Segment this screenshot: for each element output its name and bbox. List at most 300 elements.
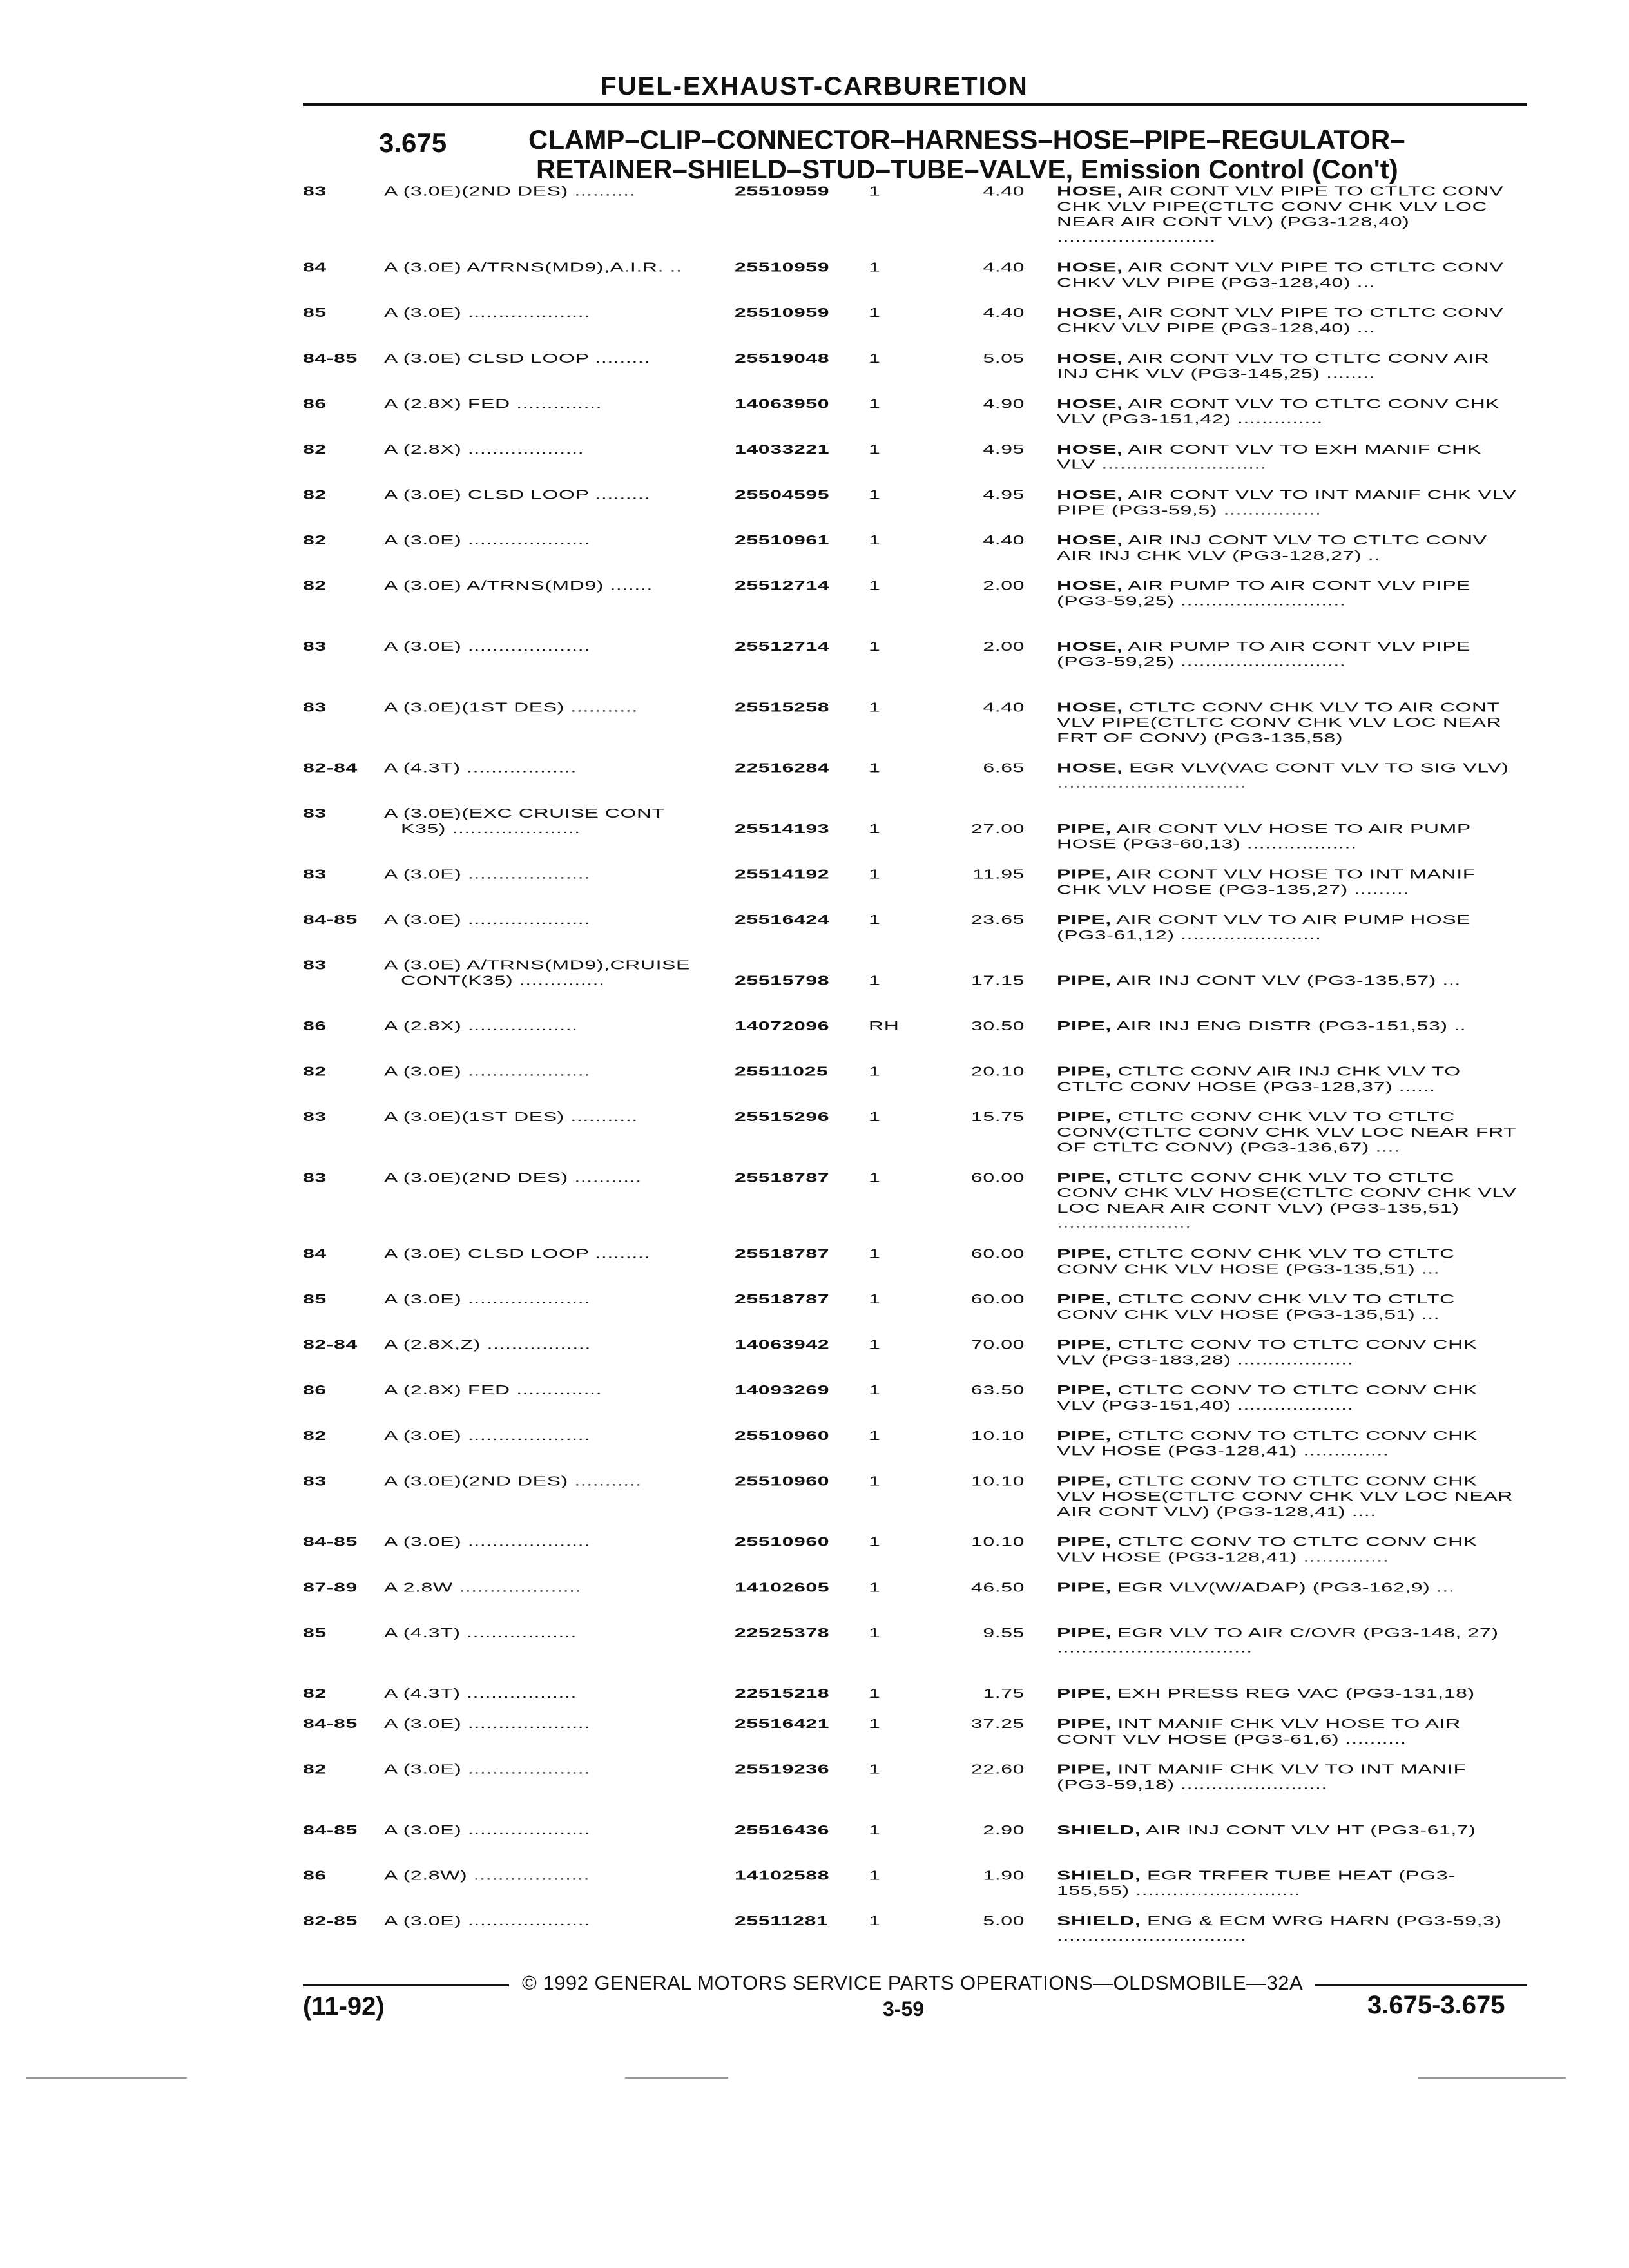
model-application-line-1: A (3.0E) .................... [384, 1428, 590, 1443]
model-application-line-1: A (3.0E) .................... [384, 639, 590, 654]
part-description [1057, 1580, 1521, 1595]
model-year: 85 [303, 1291, 327, 1307]
model-application [384, 1686, 726, 1702]
part-description-text: AIR CONT VLV PIPE TO CTLTC CONV CHKV VLV PIPE (PG3-128,40) ... [1057, 305, 1504, 336]
model-application-line-1: A (4.3T) .................. [384, 1686, 577, 1701]
part-description [1057, 1822, 1521, 1838]
part-description [1057, 639, 1521, 669]
model-year: 82 [303, 1428, 327, 1443]
quantity: 1 [869, 1761, 881, 1777]
price: 37.25 [970, 1716, 1025, 1731]
model-application-line-2: K35) ..................... [401, 821, 581, 836]
part-description [1057, 396, 1521, 427]
part-description [1057, 1913, 1521, 1943]
model-year: 83 [303, 699, 327, 715]
quantity: 1 [869, 972, 881, 988]
model-year: 82 [303, 486, 327, 503]
model-year: 83 [303, 957, 327, 973]
part-number: 14102605 [735, 1579, 830, 1595]
model-year: 84-85 [303, 912, 358, 927]
part-name: PIPE, [1057, 1686, 1112, 1701]
part-name: PIPE, [1057, 866, 1112, 882]
model-application-line-1: A (3.0E) .................... [384, 866, 590, 882]
part-description-text: AIR INJ CONT VLV (PG3-135,57) ... [1116, 972, 1461, 988]
part-number: 25515296 [735, 1109, 830, 1124]
model-application [384, 260, 726, 275]
part-description-text: CTLTC CONV CHK VLV TO CTLTC CONV CHK VLV HOSE (PG3-135,51) ... [1057, 1291, 1455, 1322]
model-year: 83 [303, 184, 327, 199]
model-application [384, 351, 726, 366]
part-description-text: CTLTC CONV CHK VLV TO CTLTC CONV(CTLTC CONV CHK VLV LOC NEAR FRT OF CTLTC CONV) (PG3-136,67) .... [1057, 1109, 1516, 1155]
model-application [384, 1868, 726, 1883]
part-description [1057, 1868, 1521, 1898]
model-application-line-1: A (3.0E) A/TRNS(MD9),A.I.R. .. [384, 260, 682, 275]
part-name: PIPE, [1057, 1428, 1112, 1443]
section-title [528, 125, 1534, 184]
part-number: 14033221 [735, 441, 830, 457]
model-application-line-1: A (3.0E) .................... [384, 532, 590, 548]
model-year: 84-85 [303, 1822, 358, 1838]
part-description [1057, 533, 1521, 563]
quantity: 1 [869, 1382, 881, 1398]
quantity: 1 [869, 260, 881, 275]
model-application [384, 1716, 726, 1731]
part-description-text: AIR CONT VLV HOSE TO INT MANIF CHK VLV HOSE (PG3-135,27) ......... [1057, 866, 1476, 897]
part-name: PIPE, [1057, 912, 1112, 927]
model-application-line-1: A (3.0E) CLSD LOOP ......... [384, 1245, 650, 1262]
part-name: PIPE, [1057, 1625, 1112, 1640]
price: 4.40 [983, 532, 1025, 548]
part-number: 25515798 [735, 972, 830, 988]
quantity: 1 [869, 396, 881, 411]
footer-page-number: 3-59 [883, 1997, 925, 2021]
part-name: PIPE, [1057, 972, 1112, 988]
model-application [384, 184, 726, 199]
model-application [384, 1246, 726, 1262]
section-number: 3.675 [379, 128, 447, 158]
part-description-text: AIR PUMP TO AIR CONT VLV PIPE (PG3-59,25) ........................... [1057, 639, 1471, 669]
model-year: 82 [303, 578, 327, 593]
quantity: 1 [869, 1716, 881, 1731]
model-application-line-1: A (3.0E) .................... [384, 1063, 590, 1079]
part-description [1057, 441, 1521, 472]
model-application [384, 867, 726, 882]
model-year: 82-85 [303, 1913, 358, 1928]
part-name: PIPE, [1057, 1169, 1112, 1185]
model-application-line-1: A (4.3T) .................. [384, 760, 577, 776]
part-number: 22525378 [735, 1625, 830, 1640]
part-description [1057, 1716, 1521, 1746]
part-description-text: AIR CONT VLV PIPE TO CTLTC CONV CHKV VLV PIPE (PG3-128,40) ... [1057, 260, 1504, 290]
part-number: 25519048 [735, 351, 830, 366]
part-description-text: CTLTC CONV AIR INJ CHK VLV TO CTLTC CONV HOSE (PG3-128,37) ...... [1057, 1063, 1461, 1094]
part-name: HOSE, [1057, 396, 1123, 411]
footer-date: (11-92) [303, 1992, 385, 2021]
part-name: HOSE, [1057, 578, 1123, 593]
price: 46.50 [970, 1579, 1025, 1595]
model-year: 83 [303, 1169, 327, 1185]
price: 4.40 [983, 305, 1025, 320]
quantity: RH [869, 1018, 900, 1033]
price: 9.55 [983, 1625, 1025, 1640]
model-application-line-1: A (3.0E) .................... [384, 1913, 590, 1928]
part-number: 25519236 [735, 1761, 830, 1777]
part-description-text: AIR CONT VLV TO CTLTC CONV AIR INJ CHK VLV (PG3-145,25) ........ [1057, 351, 1490, 381]
model-year: 86 [303, 396, 327, 411]
part-number: 14063950 [735, 396, 830, 411]
part-name: PIPE, [1057, 1716, 1112, 1731]
model-year: 83 [303, 866, 327, 882]
part-name: PIPE, [1057, 1018, 1112, 1033]
part-description-text: EGR VLV(VAC CONT VLV TO SIG VLV) ............................... [1057, 760, 1509, 791]
price: 63.50 [970, 1382, 1025, 1398]
model-year: 85 [303, 1625, 327, 1640]
part-description-text: EGR VLV(W/ADAP) (PG3-162,9) ... [1117, 1579, 1455, 1595]
part-description-text: AIR CONT VLV TO AIR PUMP HOSE (PG3-61,12) ....................... [1057, 912, 1471, 943]
quantity: 1 [869, 1913, 881, 1928]
price: 4.40 [983, 184, 1025, 199]
part-name: SHIELD, [1057, 1822, 1141, 1838]
part-description [1057, 821, 1521, 851]
model-application [384, 1110, 726, 1125]
part-number: 25515258 [735, 699, 830, 715]
price: 4.95 [983, 486, 1025, 503]
part-description-text: AIR CONT VLV TO INT MANIF CHK VLV PIPE (PG3-59,5) ................ [1057, 486, 1517, 517]
model-application [384, 1291, 726, 1307]
part-number: 25510960 [735, 1534, 830, 1550]
price: 1.90 [983, 1867, 1025, 1883]
part-description-text: CTLTC CONV TO CTLTC CONV CHK VLV HOSE (PG3-128,41) .............. [1057, 1534, 1478, 1564]
part-name: PIPE, [1057, 1291, 1112, 1307]
price: 4.95 [983, 441, 1025, 457]
quantity: 1 [869, 1625, 881, 1640]
part-name: PIPE, [1057, 1579, 1112, 1595]
part-number: 25510960 [735, 1473, 830, 1488]
part-name: PIPE, [1057, 1761, 1112, 1777]
price: 2.90 [983, 1822, 1025, 1838]
part-description [1057, 1018, 1521, 1033]
part-name: HOSE, [1057, 486, 1123, 503]
quantity: 1 [869, 441, 881, 457]
model-application-line-1: A (2.8X) ................... [384, 441, 584, 457]
price: 2.00 [983, 639, 1025, 654]
model-application [384, 1822, 726, 1838]
part-description-text: EXH PRESS REG VAC (PG3-131,18) [1117, 1686, 1475, 1701]
part-number: 25510959 [735, 184, 830, 199]
model-year: 86 [303, 1018, 327, 1033]
part-description [1057, 1534, 1521, 1564]
model-year: 86 [303, 1382, 327, 1398]
part-name: PIPE, [1057, 1063, 1112, 1079]
model-year: 85 [303, 305, 327, 320]
part-description-text: AIR CONT VLV PIPE TO CTLTC CONV CHK VLV PIPE(CTLTC CONV CHK VLV LOC NEAR AIR CONT VLV) (PG3-128,40) .......................... [1057, 184, 1504, 245]
part-name: PIPE, [1057, 1534, 1112, 1550]
quantity: 1 [869, 1291, 881, 1307]
part-name: HOSE, [1057, 184, 1123, 199]
model-year: 86 [303, 1867, 327, 1883]
model-application-line-1: A (3.0E) .................... [384, 1534, 590, 1550]
model-application [384, 1170, 726, 1186]
footer-rule-right [1315, 1984, 1527, 1986]
model-year: 84 [303, 260, 327, 275]
model-application-line-1: A (3.0E) A/TRNS(MD9),CRUISE [384, 957, 690, 973]
part-description-text: AIR CONT VLV TO EXH MANIF CHK VLV ........................... [1057, 441, 1481, 472]
model-application-line-1: A (2.8X) FED .............. [384, 396, 602, 411]
part-name: HOSE, [1057, 260, 1123, 275]
model-application [384, 396, 726, 412]
price: 22.60 [970, 1761, 1025, 1777]
part-number: 25518787 [735, 1245, 830, 1262]
model-application-line-1: A (3.0E)(EXC CRUISE CONT [384, 805, 665, 821]
part-name: HOSE, [1057, 639, 1123, 654]
model-application-line-1: A 2.8W .................... [384, 1579, 582, 1595]
part-name: SHIELD, [1057, 1867, 1141, 1883]
model-application-line-1: A (3.0E)(2ND DES) ........... [384, 1473, 642, 1488]
part-name: PIPE, [1057, 1245, 1112, 1262]
price: 1.75 [983, 1686, 1025, 1701]
model-year: 82 [303, 532, 327, 548]
quantity: 1 [869, 1867, 881, 1883]
part-number: 14063942 [735, 1337, 830, 1352]
part-number: 25510960 [735, 1428, 830, 1443]
part-number: 25518787 [735, 1291, 830, 1307]
part-description [1057, 1170, 1521, 1231]
part-name: HOSE, [1057, 699, 1123, 715]
part-description-text: CTLTC CONV TO CTLTC CONV CHK VLV HOSE (PG3-128,41) .............. [1057, 1428, 1478, 1459]
part-name: SHIELD, [1057, 1913, 1141, 1928]
part-number: 25510961 [735, 532, 830, 548]
price: 60.00 [970, 1291, 1025, 1307]
model-year: 83 [303, 805, 327, 821]
part-description [1057, 760, 1521, 791]
price: 60.00 [970, 1169, 1025, 1185]
model-application-line-1: A (3.0E)(1ST DES) ........... [384, 1109, 638, 1124]
part-number: 25514192 [735, 866, 830, 882]
part-description [1057, 1064, 1521, 1094]
quantity: 1 [869, 305, 881, 320]
model-year: 82 [303, 441, 327, 457]
model-application-line-1: A (3.0E) .................... [384, 1822, 590, 1838]
quantity: 1 [869, 351, 881, 366]
part-number: 25511281 [735, 1913, 829, 1928]
part-description [1057, 487, 1521, 517]
scan-smudge [26, 2077, 187, 2079]
model-application-line-1: A (2.8X,Z) ................. [384, 1337, 591, 1352]
model-application-line-1: A (3.0E)(2ND DES) ........... [384, 1169, 642, 1185]
price: 10.10 [970, 1428, 1025, 1443]
model-year: 83 [303, 1473, 327, 1488]
model-application [384, 1913, 726, 1928]
part-description [1057, 351, 1521, 381]
quantity: 1 [869, 1686, 881, 1701]
part-number: 25516421 [735, 1716, 830, 1731]
model-application [384, 1383, 726, 1398]
part-name: HOSE, [1057, 441, 1123, 457]
model-year: 83 [303, 1109, 327, 1124]
model-application [384, 305, 726, 321]
part-description [1057, 1337, 1521, 1367]
model-application [384, 639, 726, 654]
quantity: 1 [869, 1245, 881, 1262]
part-description-text: AIR PUMP TO AIR CONT VLV PIPE (PG3-59,25) ........................... [1057, 578, 1471, 608]
price: 4.90 [983, 396, 1025, 411]
part-description-text: INT MANIF CHK VLV HOSE TO AIR CONT VLV HOSE (PG3-61,6) .......... [1057, 1716, 1461, 1747]
model-application [384, 533, 726, 548]
quantity: 1 [869, 184, 881, 199]
page-title: FUEL-EXHAUST-CARBURETION [601, 72, 1028, 101]
model-application [384, 957, 726, 988]
quantity: 1 [869, 1109, 881, 1124]
model-application-line-1: A (3.0E) CLSD LOOP ......... [384, 351, 650, 366]
price: 5.00 [983, 1913, 1025, 1928]
price: 23.65 [970, 912, 1025, 927]
part-description [1057, 700, 1521, 745]
model-year: 82-84 [303, 760, 358, 776]
model-year: 84 [303, 1245, 327, 1262]
model-year: 84-85 [303, 1534, 358, 1550]
quantity: 1 [869, 821, 881, 836]
part-description [1057, 1428, 1521, 1458]
part-number: 14072096 [735, 1018, 830, 1033]
part-number: 22515218 [735, 1686, 830, 1701]
price: 4.40 [983, 699, 1025, 715]
part-name: PIPE, [1057, 1473, 1112, 1488]
part-name: PIPE, [1057, 1337, 1112, 1352]
quantity: 1 [869, 1063, 881, 1079]
part-description-text: CTLTC CONV TO CTLTC CONV CHK VLV (PG3-151,40) ................... [1057, 1382, 1478, 1413]
part-description-text: CTLTC CONV CHK VLV TO CTLTC CONV CHK VLV HOSE (PG3-135,51) ... [1057, 1245, 1455, 1276]
part-description [1057, 867, 1521, 897]
part-description [1057, 912, 1521, 942]
price: 17.15 [970, 972, 1025, 988]
price: 15.75 [970, 1109, 1025, 1124]
model-application [384, 760, 726, 776]
model-application [384, 1762, 726, 1777]
part-number: 25514193 [735, 821, 830, 836]
part-name: HOSE, [1057, 760, 1123, 776]
part-description [1057, 260, 1521, 290]
part-description-text: AIR CONT VLV HOSE TO AIR PUMP HOSE (PG3-60,13) .................. [1057, 821, 1471, 852]
model-application [384, 700, 726, 715]
part-description-text: AIR INJ CONT VLV HT (PG3-61,7) [1146, 1822, 1476, 1838]
model-application-line-1: A (2.8X) FED .............. [384, 1382, 602, 1398]
part-number: 25510959 [735, 260, 830, 275]
part-number: 25518787 [735, 1169, 830, 1185]
part-description-text: CTLTC CONV CHK VLV TO AIR CONT VLV PIPE(CTLTC CONV CHK VLV LOC NEAR FRT OF CONV) (PG3-135,58) [1057, 699, 1502, 745]
model-application [384, 487, 726, 503]
model-application-line-1: A (3.0E) .................... [384, 1716, 590, 1731]
part-number: 25512714 [735, 639, 830, 654]
quantity: 1 [869, 1473, 881, 1488]
model-application [384, 1428, 726, 1443]
part-description [1057, 1762, 1521, 1792]
part-description-text: CTLTC CONV CHK VLV TO CTLTC CONV CHK VLV HOSE(CTLTC CONV CHK VLV LOC NEAR AIR CONT VLV) (PG3-135,51) ...................... [1057, 1169, 1517, 1231]
model-application [384, 1580, 726, 1595]
price: 70.00 [970, 1337, 1025, 1352]
part-description-text: CTLTC CONV TO CTLTC CONV CHK VLV HOSE(CTLTC CONV CHK VLV LOC NEAR AIR CONT VLV) (PG3-128,41) .... [1057, 1473, 1513, 1519]
part-description-text: AIR INJ CONT VLV TO CTLTC CONV AIR INJ CHK VLV (PG3-128,27) .. [1057, 532, 1487, 563]
model-application-line-1: A (2.8X) .................. [384, 1018, 578, 1033]
price: 5.05 [983, 351, 1025, 366]
part-description [1057, 1686, 1521, 1702]
part-description-text: INT MANIF CHK VLV TO INT MANIF (PG3-59,18) ........................ [1057, 1761, 1467, 1792]
price: 11.95 [972, 866, 1025, 882]
price: 10.10 [970, 1534, 1025, 1550]
quantity: 1 [869, 1428, 881, 1443]
model-application-line-1: A (3.0E) .................... [384, 1291, 590, 1307]
part-number: 25516436 [735, 1822, 830, 1838]
model-application-line-1: A (3.0E) CLSD LOOP ......... [384, 486, 650, 503]
part-description [1057, 1474, 1521, 1519]
model-application [384, 912, 726, 927]
price: 27.00 [970, 821, 1025, 836]
part-description [1057, 1291, 1521, 1321]
model-application [384, 1625, 726, 1640]
scan-smudge [1418, 2077, 1566, 2079]
price: 20.10 [970, 1063, 1025, 1079]
footer-section-range: 3.675-3.675 [1367, 1991, 1505, 2019]
part-name: PIPE, [1057, 1109, 1112, 1124]
model-application [384, 1064, 726, 1079]
model-year: 84-85 [303, 351, 358, 366]
part-description-text: CTLTC CONV TO CTLTC CONV CHK VLV (PG3-183,28) ................... [1057, 1337, 1478, 1367]
model-application-line-1: A (3.0E) A/TRNS(MD9) ....... [384, 578, 653, 593]
part-number: 25504595 [735, 486, 830, 503]
price: 2.00 [983, 578, 1025, 593]
model-year: 87-89 [303, 1579, 358, 1595]
part-description [1057, 1110, 1521, 1155]
model-year: 82 [303, 1063, 327, 1079]
part-description-text: ENG & ECM WRG HARN (PG3-59,3) ............................... [1057, 1913, 1502, 1944]
model-application-line-1: A (3.0E) .................... [384, 305, 590, 320]
section-title-line-1: CLAMP–CLIP–CONNECTOR–HARNESS–HOSE–PIPE–REGULATOR– [528, 124, 1405, 155]
part-description [1057, 184, 1521, 245]
model-application [384, 1018, 726, 1033]
part-number: 14093269 [735, 1382, 830, 1398]
price: 60.00 [970, 1245, 1025, 1262]
part-name: HOSE, [1057, 532, 1123, 548]
model-application-line-1: A (2.8W) ................... [384, 1867, 590, 1883]
part-description [1057, 578, 1521, 608]
quantity: 1 [869, 578, 881, 593]
model-application [384, 1534, 726, 1550]
quantity: 1 [869, 1579, 881, 1595]
part-number: 25510959 [735, 305, 830, 320]
model-application-line-2: CONT(K35) .............. [401, 972, 605, 988]
model-application-line-1: A (4.3T) .................. [384, 1625, 577, 1640]
model-application-line-1: A (3.0E)(1ST DES) ........... [384, 699, 638, 715]
part-description-text: AIR INJ ENG DISTR (PG3-151,53) .. [1116, 1018, 1467, 1033]
price: 4.40 [983, 260, 1025, 275]
part-number: 25516424 [735, 912, 830, 927]
quantity: 1 [869, 1534, 881, 1550]
quantity: 1 [869, 1822, 881, 1838]
model-year: 84-85 [303, 1716, 358, 1731]
part-name: HOSE, [1057, 351, 1123, 366]
model-application-line-1: A (3.0E)(2ND DES) .......... [384, 184, 636, 199]
part-number: 25511025 [735, 1063, 829, 1079]
part-description-text: EGR TRFER TUBE HEAT (PG3-155,55) ........................... [1057, 1867, 1456, 1898]
model-application [384, 1474, 726, 1489]
part-description [1057, 1625, 1521, 1655]
price: 10.10 [970, 1473, 1025, 1488]
quantity: 1 [869, 486, 881, 503]
header-rule [303, 103, 1527, 106]
quantity: 1 [869, 1337, 881, 1352]
part-description [1057, 305, 1521, 336]
quantity: 1 [869, 760, 881, 776]
model-year: 83 [303, 639, 327, 654]
